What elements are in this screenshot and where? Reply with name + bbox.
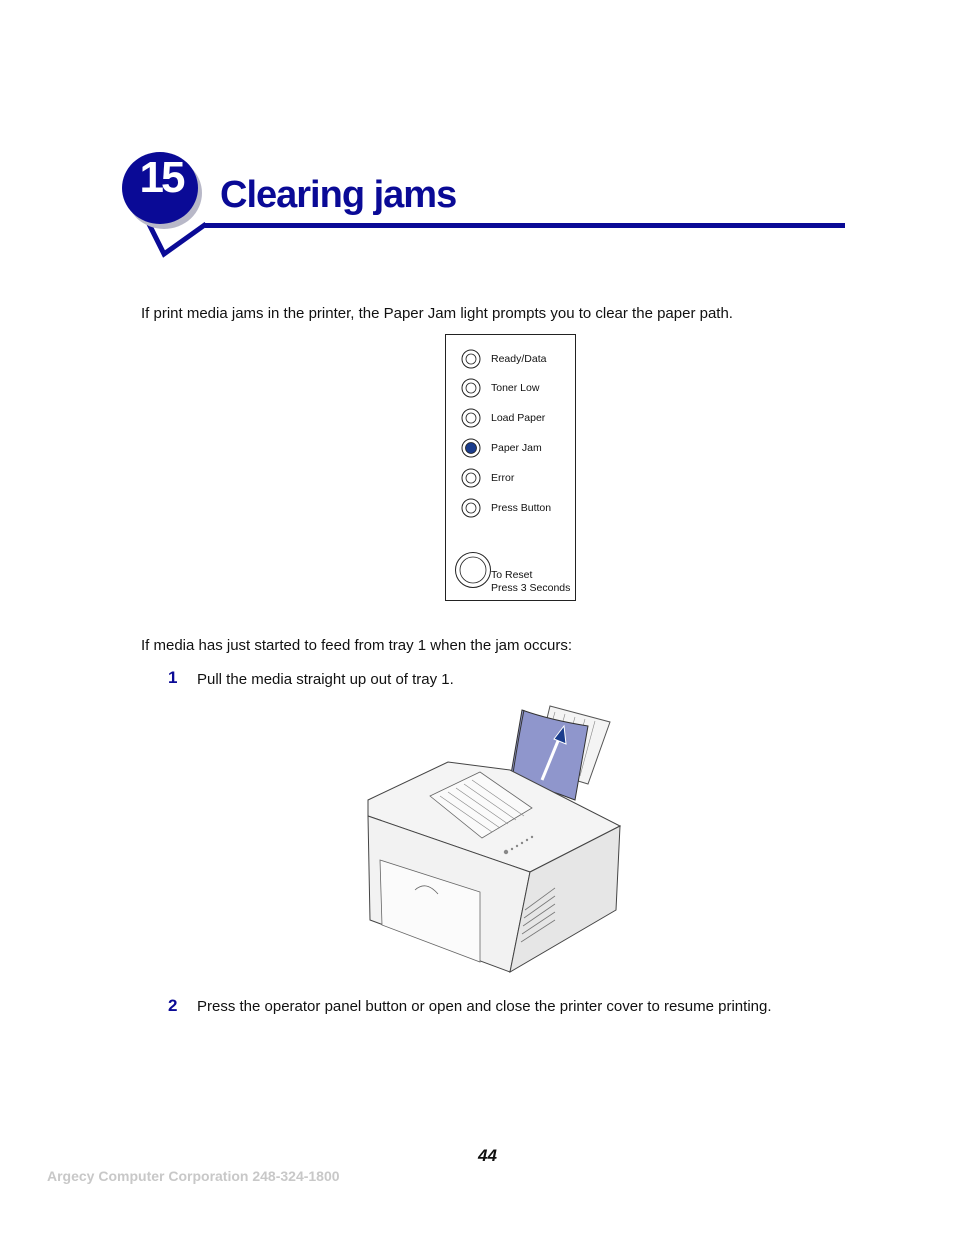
reset-line-2: Press 3 Seconds: [491, 582, 571, 594]
step-2-text: Press the operator panel button or open and close the printer cover to resume printing.: [197, 998, 772, 1015]
intro-paragraph: If print media jams in the printer, the Paper Jam light prompts you to clear the paper path.: [141, 305, 733, 322]
reset-instructions: [491, 569, 570, 595]
printer-illustration: [360, 700, 630, 980]
condition-paragraph: If media has just started to feed from tray 1 when the jam occurs:: [141, 637, 573, 654]
operator-panel: [445, 334, 576, 601]
light-error-icon: [461, 468, 481, 488]
light-label-paper-jam: Paper Jam: [491, 442, 542, 454]
title-rule: [205, 223, 845, 228]
light-load-paper-icon: [461, 408, 481, 428]
page-number: 44: [478, 1146, 497, 1165]
light-toner-low-icon: [461, 378, 481, 398]
light-press-button-icon: [461, 498, 481, 518]
chapter-number: 15: [139, 153, 183, 202]
reset-button-icon: [454, 551, 492, 589]
light-label-load-paper: Load Paper: [491, 412, 546, 424]
light-label-error: Error: [491, 472, 515, 484]
light-label-press-button: Press Button: [491, 502, 552, 514]
light-ready-data-icon: [461, 349, 481, 369]
footer-text: Argecy Computer Corporation 248-324-1800: [47, 1168, 340, 1184]
chapter-title: Clearing jams: [220, 174, 457, 216]
step-1-number: 1: [168, 668, 178, 687]
reset-line-1: To Reset: [491, 569, 533, 581]
step-1-text: Pull the media straight up out of tray 1.: [197, 671, 454, 688]
light-label-ready-data: Ready/Data: [491, 353, 547, 365]
light-paper-jam-icon: [461, 438, 481, 458]
step-2-number: 2: [168, 996, 178, 1015]
light-label-toner-low: Toner Low: [491, 382, 540, 394]
